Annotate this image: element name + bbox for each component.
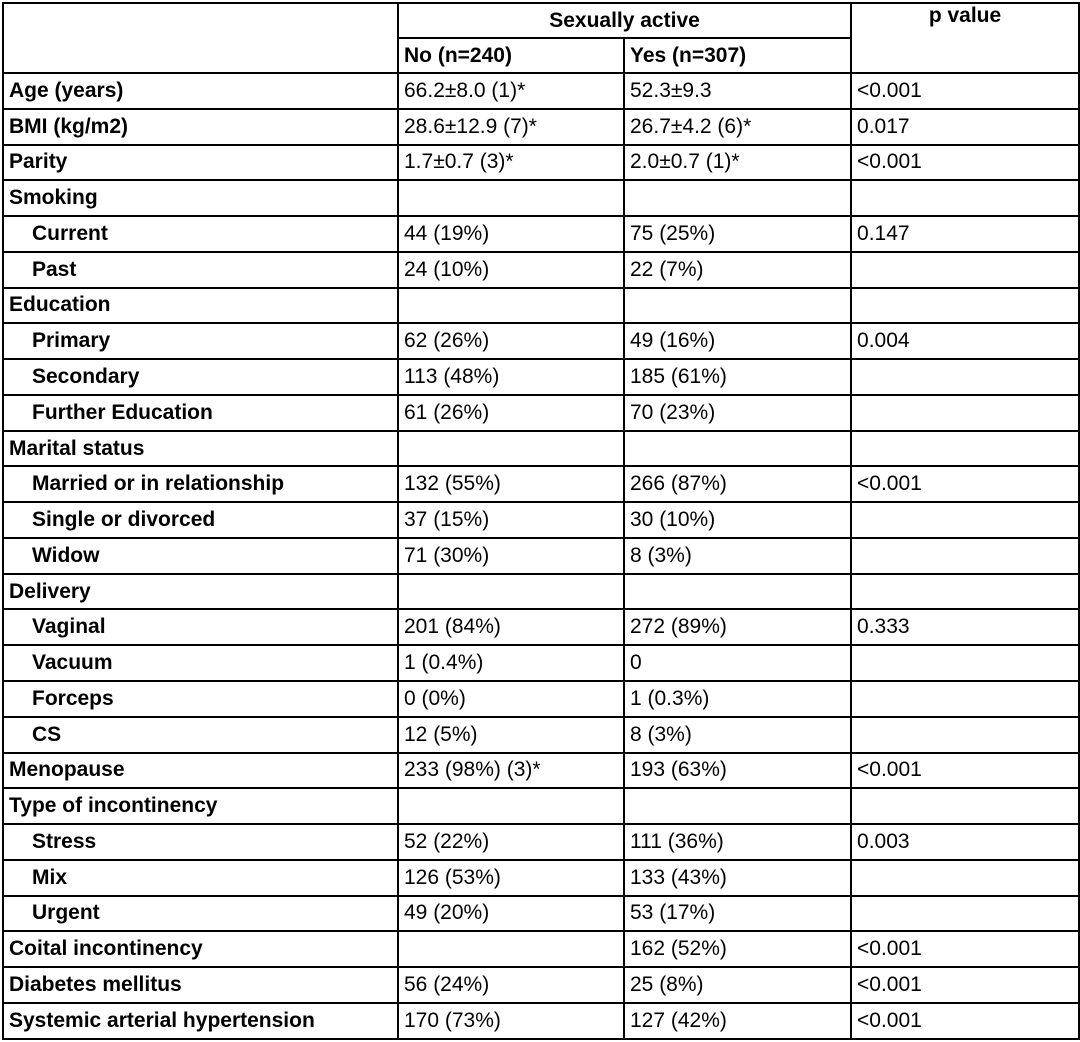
cell-active: 111 (36%) [624,824,851,860]
cell-active: 272 (89%) [624,609,851,645]
cell-not-active [398,288,624,324]
table-row [3,860,1079,896]
cell-not-active: 37 (15%) [398,502,624,538]
cell-not-active: 71 (30%) [398,538,624,574]
table-body [3,73,1079,1039]
cell-p-value: 0.003 [851,824,1079,860]
table-row [3,609,1079,645]
cell-p-value: <0.001 [851,145,1079,181]
cell-not-active [398,788,624,824]
table-row [3,1003,1079,1039]
table-row [3,73,1079,109]
row-label: Delivery [3,574,398,610]
cell-not-active: 1.7±0.7 (3)* [398,145,624,181]
row-label: Past [3,252,398,288]
cell-p-value: <0.001 [851,753,1079,789]
cell-active: 52.3±9.3 [624,73,851,109]
cell-not-active: 66.2±8.0 (1)* [398,73,624,109]
cell-p-value: <0.001 [851,931,1079,967]
cell-not-active: 170 (73%) [398,1003,624,1039]
cell-not-active: 49 (20%) [398,896,624,932]
table-row [3,824,1079,860]
table-row [3,967,1079,1003]
table-row [3,753,1079,789]
cell-active: 185 (61%) [624,359,851,395]
table-row [3,574,1079,610]
cell-active [624,288,851,324]
row-label: Parity [3,145,398,181]
cell-p-value [851,395,1079,431]
row-label: Widow [3,538,398,574]
cell-active: 8 (3%) [624,538,851,574]
cell-active: 70 (23%) [624,395,851,431]
cell-not-active: 0 (0%) [398,681,624,717]
cell-p-value [851,717,1079,753]
table-row [3,645,1079,681]
row-label: Coital incontinency [3,931,398,967]
cell-p-value: 0.147 [851,216,1079,252]
cell-p-value [851,502,1079,538]
row-label: Systemic arterial hypertension [3,1003,398,1039]
pvalue-header: p value [851,3,1079,73]
cell-p-value [851,538,1079,574]
table-row [3,252,1079,288]
cell-active [624,574,851,610]
cell-p-value: <0.001 [851,466,1079,502]
cell-not-active [398,574,624,610]
cell-p-value [851,180,1079,216]
table-row [3,538,1079,574]
cell-active: 53 (17%) [624,896,851,932]
cell-not-active: 233 (98%) (3)* [398,753,624,789]
row-label: Education [3,288,398,324]
cell-active: 193 (63%) [624,753,851,789]
cell-active: 133 (43%) [624,860,851,896]
cell-not-active: 132 (55%) [398,466,624,502]
cell-not-active: 44 (19%) [398,216,624,252]
header-empty-cell [3,3,398,73]
cell-not-active [398,180,624,216]
cell-active: 8 (3%) [624,717,851,753]
cell-p-value: <0.001 [851,967,1079,1003]
cell-p-value: 0.017 [851,109,1079,145]
cell-p-value [851,252,1079,288]
cell-active: 0 [624,645,851,681]
table-row [3,359,1079,395]
cell-p-value [851,860,1079,896]
cell-p-value: 0.004 [851,323,1079,359]
row-label: Marital status [3,431,398,467]
row-label: Menopause [3,753,398,789]
cell-not-active: 126 (53%) [398,860,624,896]
cell-p-value: <0.001 [851,73,1079,109]
row-label: BMI (kg/m2) [3,109,398,145]
cell-active [624,431,851,467]
row-label: Age (years) [3,73,398,109]
table-row [3,145,1079,181]
row-label: Current [3,216,398,252]
table-row [3,466,1079,502]
table-row [3,216,1079,252]
row-label: Vaginal [3,609,398,645]
cell-not-active: 24 (10%) [398,252,624,288]
cell-not-active: 12 (5%) [398,717,624,753]
table-row [3,717,1079,753]
row-label: Married or in relationship [3,466,398,502]
cell-active [624,180,851,216]
cell-not-active [398,431,624,467]
table-row [3,109,1079,145]
cell-not-active: 52 (22%) [398,824,624,860]
cell-active: 266 (87%) [624,466,851,502]
cell-active: 25 (8%) [624,967,851,1003]
cell-not-active: 62 (26%) [398,323,624,359]
cell-active [624,788,851,824]
cell-not-active [398,931,624,967]
cell-p-value: <0.001 [851,1003,1079,1039]
table-row [3,180,1079,216]
cell-not-active: 61 (26%) [398,395,624,431]
row-label: Primary [3,323,398,359]
column-header-yes: Yes (n=307) [624,38,851,73]
cell-p-value: 0.333 [851,609,1079,645]
table-row [3,931,1079,967]
group-header-sexually-active: Sexually active [398,3,851,38]
table-row [3,288,1079,324]
row-label: Single or divorced [3,502,398,538]
cell-active: 2.0±0.7 (1)* [624,145,851,181]
cell-p-value [851,896,1079,932]
cell-active: 49 (16%) [624,323,851,359]
cell-not-active: 28.6±12.9 (7)* [398,109,624,145]
cell-active: 22 (7%) [624,252,851,288]
cell-active: 75 (25%) [624,216,851,252]
data-table [2,2,1080,1040]
table-row [3,896,1079,932]
cell-active: 162 (52%) [624,931,851,967]
table-row [3,431,1079,467]
cell-p-value [851,574,1079,610]
cell-not-active: 56 (24%) [398,967,624,1003]
cell-active: 127 (42%) [624,1003,851,1039]
row-label: Further Education [3,395,398,431]
cell-p-value [851,788,1079,824]
row-label: Diabetes mellitus [3,967,398,1003]
table-row [3,323,1079,359]
row-label: Stress [3,824,398,860]
row-label: CS [3,717,398,753]
row-label: Type of incontinency [3,788,398,824]
cell-not-active: 113 (48%) [398,359,624,395]
cell-p-value [851,431,1079,467]
cell-active: 30 (10%) [624,502,851,538]
cell-p-value [851,645,1079,681]
cell-p-value [851,288,1079,324]
table-row [3,395,1079,431]
cell-p-value [851,681,1079,717]
cell-not-active: 1 (0.4%) [398,645,624,681]
cell-active: 26.7±4.2 (6)* [624,109,851,145]
row-label: Secondary [3,359,398,395]
cell-active: 1 (0.3%) [624,681,851,717]
table-row [3,788,1079,824]
cell-p-value [851,359,1079,395]
row-label: Forceps [3,681,398,717]
column-header-no: No (n=240) [398,38,624,73]
row-label: Vacuum [3,645,398,681]
cell-not-active: 201 (84%) [398,609,624,645]
table-row [3,681,1079,717]
row-label: Urgent [3,896,398,932]
table-row [3,502,1079,538]
row-label: Mix [3,860,398,896]
row-label: Smoking [3,180,398,216]
